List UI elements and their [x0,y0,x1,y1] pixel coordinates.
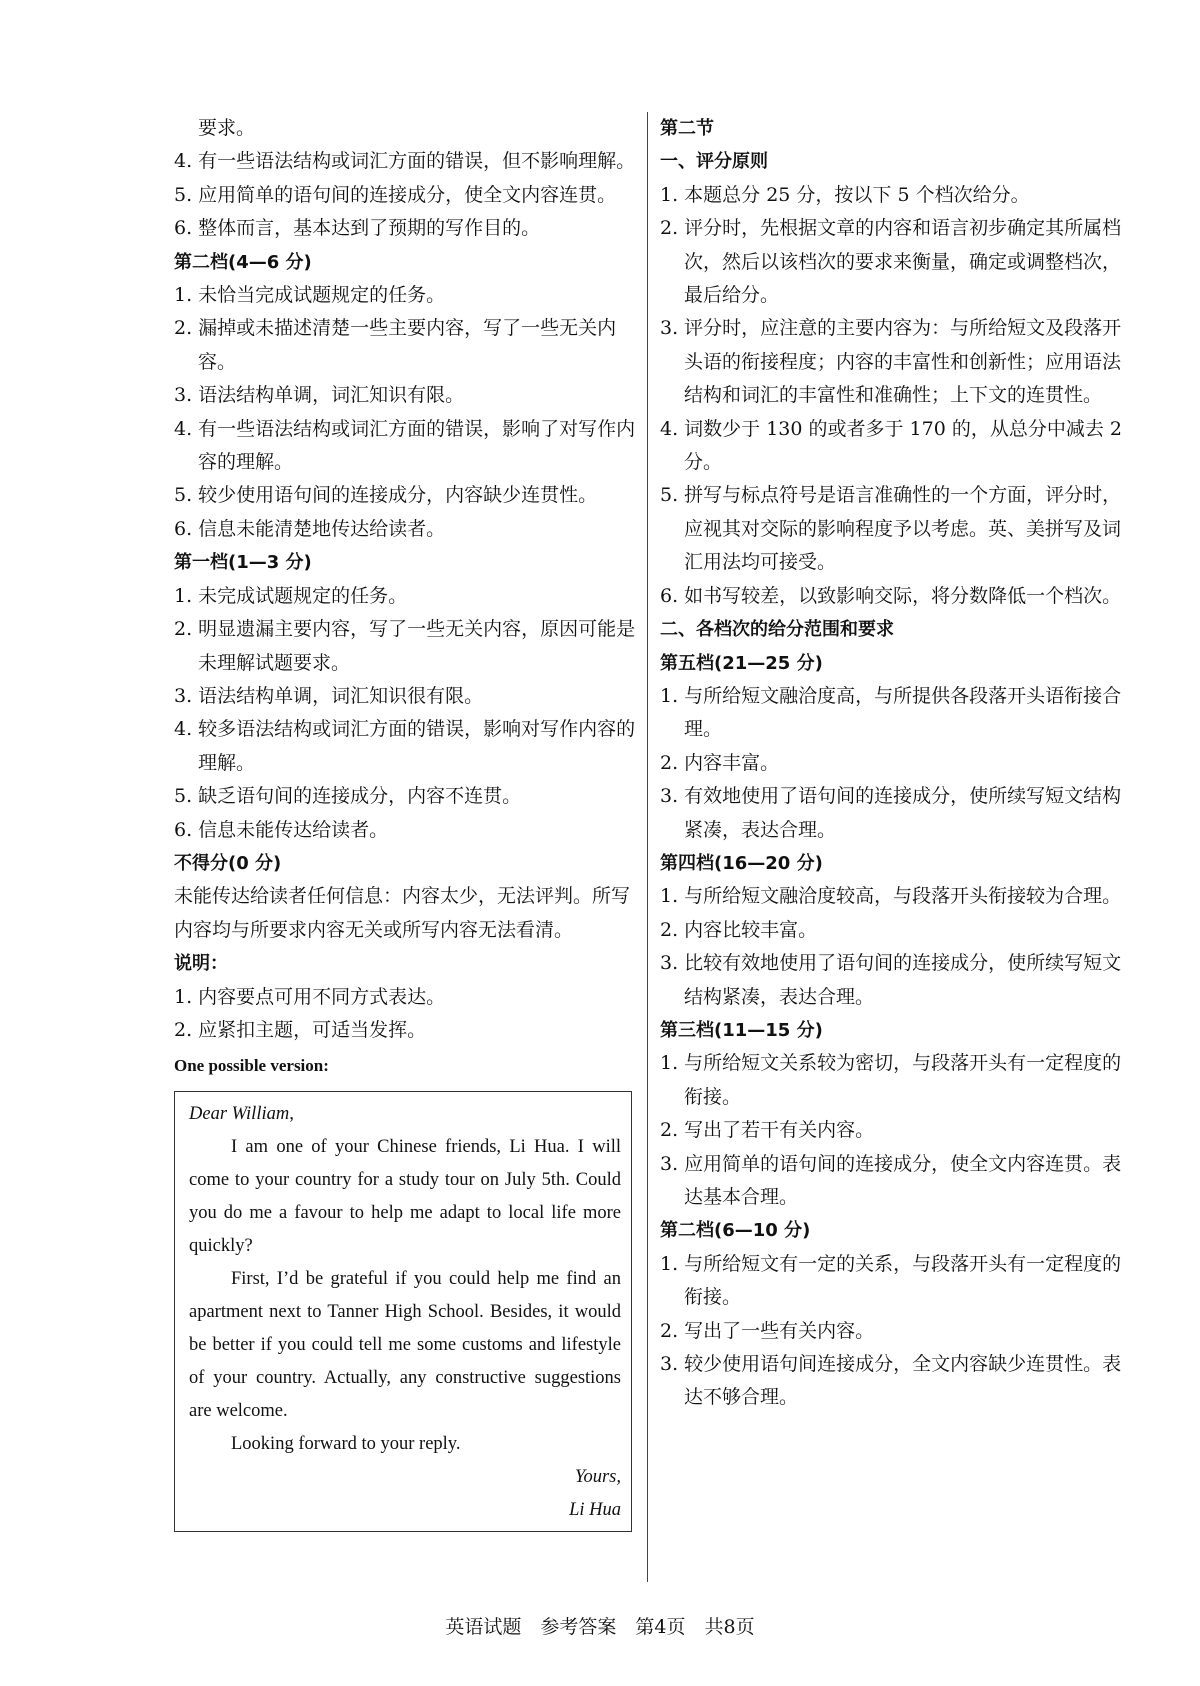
grade-heading: 第二档(4—6 分) [174,251,312,273]
text-fragment: 要求。 [198,117,256,139]
right-column [660,112,1126,1415]
criterion-item: 2. 内容丰富。 [660,751,780,774]
criterion-item: 2. 明显遗漏主要内容，写了一些无关内容，原因可能是未理解试题要求。 [174,618,636,674]
page-footer: 英语试题 参考答案 第4页 共8页 [445,1616,755,1638]
criterion-item: 1. 未恰当完成试题规定的任务。 [174,284,446,307]
version-label: One possible version: [174,1056,329,1076]
principle-item: 3. 评分时，应注意的主要内容为：与所给短文及段落开头语的衔接程度；内容的丰富性和创新性；应用语法结构和词汇的丰富性和准确性；上下文的连贯性。 [660,317,1122,407]
grade-heading: 不得分(0 分) [174,852,282,874]
letter-paragraph: I am one of your Chinese friends, Li Hua. I will come to your country for a study tour on July 5th. Could you do me a favour to help me adapt to local life more quickly? [189,1136,621,1256]
criterion-item: 3. 语法结构单调，词汇知识有限。 [174,384,465,407]
column-divider [647,112,648,1582]
criterion-item: 4. 较多语法结构或词汇方面的错误，影响对写作内容的理解。 [174,718,636,774]
letter-closing: Yours, [574,1466,621,1487]
criterion-item: 4. 有一些语法结构或词汇方面的错误，但不影响理解。 [174,150,636,173]
section-heading: 第二节 [660,118,714,139]
subsection-heading: 二、各档次的给分范围和要求 [660,619,894,641]
criterion-item: 3. 语法结构单调，词汇知识很有限。 [174,684,484,707]
criterion-item: 1. 与所给短文融洽度较高，与段落开头衔接较为合理。 [660,885,1122,908]
criterion-item: 5. 较少使用语句间的连接成分，内容缺少连贯性。 [174,484,598,507]
letter-paragraph: First, I’d be grateful if you could help me find an apartment next to Tanner High School. Besides, it would be better if you could tell me some customs and lifestyle of your country. Actually, any constructive suggestions are welcome. [189,1268,621,1421]
principle-item: 6. 如书写较差，以致影响交际，将分数降低一个档次。 [660,584,1122,607]
criterion-item: 6. 信息未能传达给读者。 [174,818,389,841]
criterion-item: 1. 与所给短文有一定的关系，与段落开头有一定程度的衔接。 [660,1252,1122,1309]
criterion-item: 3. 比较有效地使用了语句间的连接成分，使所续写短文结构紧凑，表达合理。 [660,952,1122,1008]
letter-greeting: Dear William, [189,1103,294,1124]
principle-item: 2. 评分时，先根据文章的内容和语言初步确定其所属档次，然后以该档次的要求来衡量，确定或调整档次，最后给分。 [660,217,1122,307]
criterion-item: 1. 未完成试题规定的任务。 [174,584,408,607]
sample-letter [174,1091,632,1532]
subsection-heading: 一、评分原则 [660,151,768,173]
criterion-item: 2. 写出了若干有关内容。 [660,1119,875,1142]
criterion-item: 5. 缺乏语句间的连接成分，内容不连贯。 [174,785,522,808]
zero-score-text: 未能传达给读者任何信息：内容太少，无法评判。所写内容均与所要求内容无关或所写内容无法看清。 [174,885,631,941]
note-item: 1. 内容要点可用不同方式表达。 [174,985,446,1008]
criterion-item: 3. 较少使用语句间连接成分，全文内容缺少连贯性。表达不够合理。 [660,1353,1122,1409]
criterion-item: 3. 应用简单的语句间的连接成分，使全文内容连贯。表达基本合理。 [660,1152,1122,1208]
grade-heading: 第二档(6—10 分) [660,1220,811,1242]
letter-signature: Li Hua [569,1499,621,1520]
criterion-item: 1. 与所给短文关系较为密切，与段落开头有一定程度的衔接。 [660,1052,1122,1108]
note-item: 2. 应紧扣主题，可适当发挥。 [174,1018,427,1041]
grade-heading: 第五档(21—25 分) [660,652,823,674]
criterion-item: 6. 信息未能清楚地传达给读者。 [174,517,446,540]
grade-heading: 第三档(11—15 分) [660,1019,823,1041]
grade-heading: 第四档(16—20 分) [660,852,823,874]
principle-item: 1. 本题总分 25 分，按以下 5 个档次给分。 [660,183,1030,206]
criterion-item: 2. 写出了一些有关内容。 [660,1319,875,1342]
principle-item: 4. 词数少于 130 的或者多于 170 的，从总分中减去 2 分。 [660,417,1122,474]
criterion-item: 4. 有一些语法结构或词汇方面的错误，影响了对写作内容的理解。 [174,417,636,474]
criterion-item: 2. 漏掉或未描述清楚一些主要内容，写了一些无关内容。 [174,317,617,373]
criterion-item: 3. 有效地使用了语句间的连接成分，使所续写短文结构紧凑，表达合理。 [660,785,1122,841]
criterion-item: 1. 与所给短文融洽度高，与所提供各段落开头语衔接合理。 [660,684,1122,741]
grade-heading: 第一档(1—3 分) [174,552,312,574]
criterion-item: 5. 应用简单的语句间的连接成分，使全文内容连贯。 [174,183,617,206]
criterion-item: 2. 内容比较丰富。 [660,918,818,941]
letter-paragraph: Looking forward to your reply. [231,1433,461,1454]
criterion-item: 6. 整体而言，基本达到了预期的写作目的。 [174,217,541,240]
principle-item: 5. 拼写与标点符号是语言准确性的一个方面，评分时，应视其对交际的影响程度予以考虑。英、美拼写及词汇用法均可接受。 [660,484,1122,574]
notes-heading: 说明： [174,953,228,975]
left-column [174,112,642,1532]
